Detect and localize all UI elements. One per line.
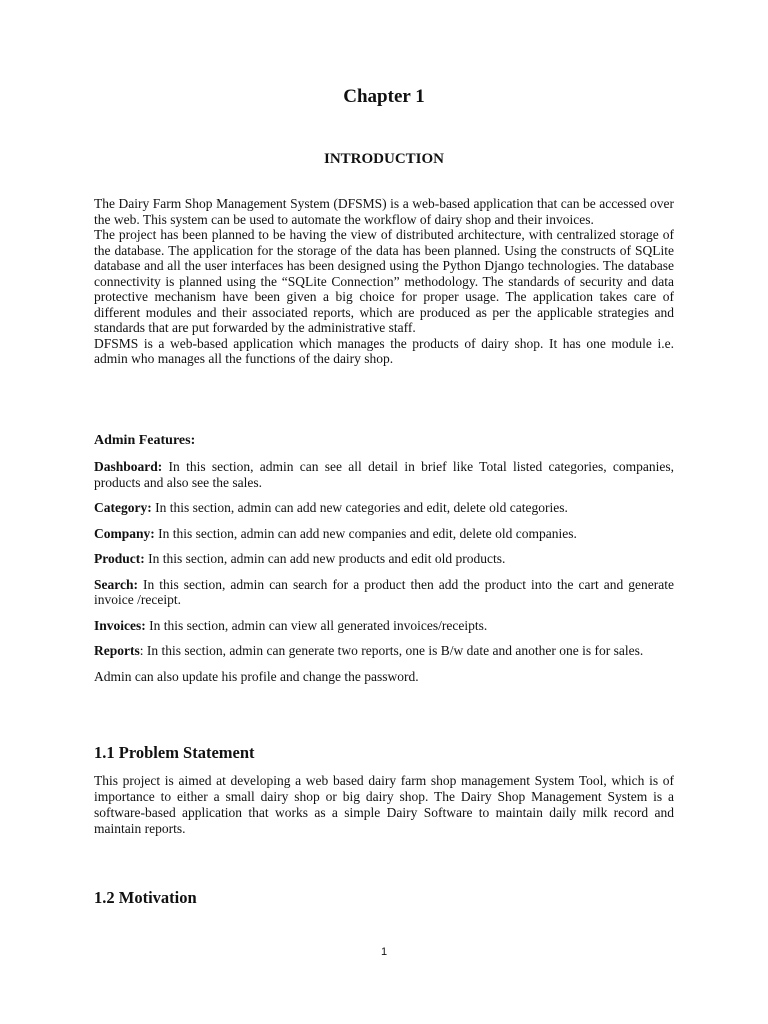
feature-text: In this section, admin can see all detail in brief like Total listed categories, companies, products and also see the sales. — [94, 459, 674, 490]
chapter-title: Chapter 1 — [343, 86, 425, 107]
feature-item — [94, 643, 674, 659]
feature-text: In this section, admin can add new categories and edit, delete old categories. — [151, 500, 568, 515]
intro-paragraph: The Dairy Farm Shop Management System (DFSMS) is a web-based application that can be accessed over the web. This system can be used to automate the workflow of dairy shop and their invoices. — [94, 196, 674, 227]
feature-term: Invoices: — [94, 617, 146, 633]
feature-item — [94, 526, 674, 542]
problem-statement-text — [94, 773, 674, 837]
page-number: 1 — [380, 946, 388, 958]
intro-paragraph: The project has been planned to be having the view of distributed architecture, with centralized storage of the database. The application for the storage of the data has been planned. Using the constructs of SQLite database and all the user interfaces has been designed using the Python Django technologies. The database connectivity is planned using the “SQLite Connection” methodology. The standards of security and data protective mechanism have been given a big choice for proper usage. The application takes care of different modules and their associated reports, which are produced as per the applicable strategies and standards that are put forwarded by the administrative staff. — [94, 227, 674, 335]
feature-term: Reports — [94, 643, 140, 658]
feature-text: In this section, admin can add new products and edit old products. — [144, 551, 506, 566]
intro-paragraph: DFSMS is a web-based application which manages the products of dairy shop. It has one module i.e. admin who manages all the functions of the dairy shop. — [94, 335, 674, 366]
admin-closing-text: Admin can also update his profile and change the password. — [94, 668, 419, 684]
feature-text: : In this section, admin can generate two reports, one is B/w date and another one is for sales. — [139, 643, 644, 658]
feature-text: In this section, admin can view all generated invoices/receipts. — [145, 617, 488, 633]
problem-paragraph: This project is aimed at developing a web based dairy farm shop management System Tool, which is of importance to either a small dairy shop or big dairy shop. The Dairy Shop Management System is a software-based application that works as a simple Dairy Software to maintain daily milk record and maintain reports. — [94, 773, 674, 836]
feature-text: In this section, admin can search for a product then add the product into the cart and generate invoice /receipt. — [94, 576, 674, 607]
feature-term: Search: — [94, 576, 138, 592]
intro-text — [94, 196, 674, 367]
feature-item — [94, 500, 674, 516]
feature-item — [94, 459, 674, 490]
feature-term: Company: — [94, 525, 155, 541]
feature-term: Dashboard: — [94, 459, 163, 474]
feature-item — [94, 551, 674, 567]
motivation-heading: 1.2 Motivation — [94, 888, 197, 907]
admin-features-heading: Admin Features: — [94, 433, 196, 448]
section-title: INTRODUCTION — [323, 151, 444, 167]
feature-text: In this section, admin can add new companies and edit, delete old companies. — [154, 525, 577, 541]
feature-term: Category: — [94, 500, 152, 515]
feature-item — [94, 577, 674, 608]
problem-statement-heading: 1.1 Problem Statement — [94, 743, 255, 762]
feature-item — [94, 618, 674, 634]
features-list — [94, 459, 674, 694]
feature-term: Product: — [94, 551, 145, 566]
